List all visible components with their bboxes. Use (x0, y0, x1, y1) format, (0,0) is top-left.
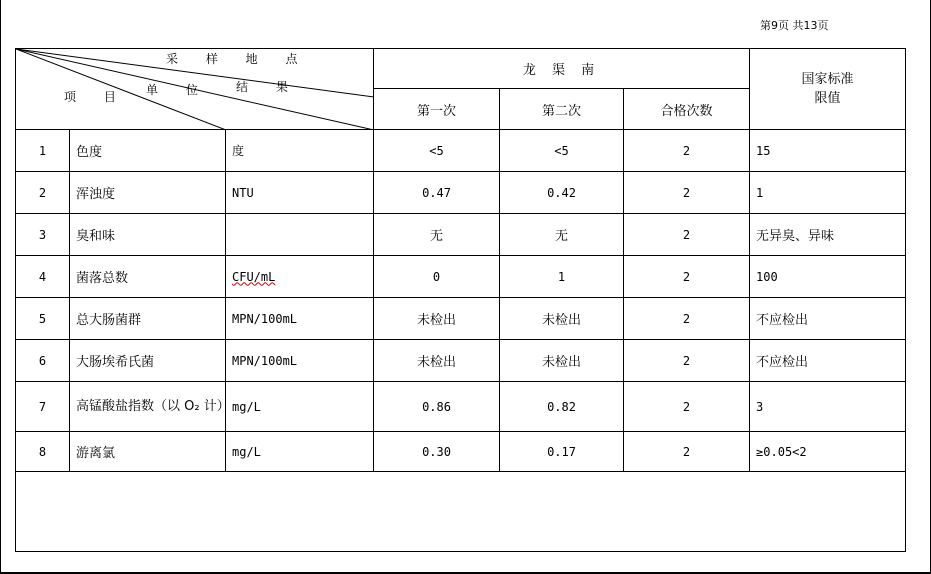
row-number: 7 (16, 382, 70, 432)
standard-limit: 15 (750, 130, 906, 172)
pass-count: 2 (624, 298, 750, 340)
row-number: 2 (16, 172, 70, 214)
item-name: 大肠埃希氏菌 (70, 340, 226, 382)
empty-remarks-row (16, 472, 906, 552)
table-row (16, 130, 906, 172)
first-result: 0.86 (374, 382, 500, 432)
pass-count: 2 (624, 256, 750, 298)
water-quality-table (15, 48, 906, 552)
standard-limit: 1 (750, 172, 906, 214)
row-number: 6 (16, 340, 70, 382)
row-number: 8 (16, 432, 70, 472)
unit: CFU/mL (232, 269, 276, 284)
row-number: 4 (16, 256, 70, 298)
row-number: 1 (16, 130, 70, 172)
pass-count: 2 (624, 382, 750, 432)
diagonal-header-cell (16, 49, 374, 130)
pass-count: 2 (624, 172, 750, 214)
corner-label-unit: 单 位 (146, 83, 210, 97)
standard-limit: 3 (750, 382, 906, 432)
standard-limit: 无异臭、异味 (750, 214, 906, 256)
page-left-edge (0, 0, 1, 574)
standard-header-line2: 限值 (814, 91, 841, 106)
second-result: 0.42 (500, 172, 624, 214)
corner-label-item: 项 目 (64, 90, 128, 104)
standard-header-cell (750, 49, 906, 130)
item-name: 游离氯 (70, 432, 226, 472)
second-result: <5 (500, 130, 624, 172)
item-name: 菌落总数 (70, 256, 226, 298)
table-row (16, 432, 906, 472)
unit (226, 214, 374, 256)
table-row (16, 172, 906, 214)
standard-limit: 100 (750, 256, 906, 298)
pass-count: 2 (624, 214, 750, 256)
first-result: 0 (374, 256, 500, 298)
col-pass-header: 合格次数 (624, 89, 750, 130)
unit: mg/L (226, 382, 374, 432)
standard-limit: 不应检出 (750, 340, 906, 382)
table-row (16, 340, 906, 382)
unit: MPN/100mL (226, 340, 374, 382)
row-number: 5 (16, 298, 70, 340)
item-name: 色度 (70, 130, 226, 172)
row-number: 3 (16, 214, 70, 256)
col-first-header: 第一次 (374, 89, 500, 130)
table-row (16, 214, 906, 256)
site-name: 龙 渠 南 (522, 63, 601, 78)
first-result: 无 (374, 214, 500, 256)
first-result: <5 (374, 130, 500, 172)
empty-cell (16, 472, 906, 552)
second-result: 0.82 (500, 382, 624, 432)
second-result: 未检出 (500, 298, 624, 340)
item-name: 总大肠菌群 (70, 298, 226, 340)
table-row (16, 298, 906, 340)
col-second-header: 第二次 (500, 89, 624, 130)
unit-cell (226, 256, 374, 298)
unit: NTU (226, 172, 374, 214)
pass-count: 2 (624, 432, 750, 472)
second-result: 无 (500, 214, 624, 256)
pass-count: 2 (624, 130, 750, 172)
first-result: 0.47 (374, 172, 500, 214)
second-result: 未检出 (500, 340, 624, 382)
second-result: 0.17 (500, 432, 624, 472)
table-row (16, 256, 906, 298)
item-name: 臭和味 (70, 214, 226, 256)
standard-header-line1: 国家标准 (801, 72, 854, 87)
header-row-1 (16, 49, 906, 89)
standard-limit: 不应检出 (750, 298, 906, 340)
page-number: 第9页 共13页 (760, 19, 829, 32)
second-result: 1 (500, 256, 624, 298)
first-result: 未检出 (374, 298, 500, 340)
first-result: 0.30 (374, 432, 500, 472)
pass-count: 2 (624, 340, 750, 382)
site-name-cell (374, 49, 750, 89)
unit: 度 (226, 130, 374, 172)
item-name: 浑浊度 (70, 172, 226, 214)
corner-label-sampling-site: 采 样 地 点 (166, 52, 310, 66)
unit: MPN/100mL (226, 298, 374, 340)
corner-label-result: 结 果 (236, 80, 300, 94)
first-result: 未检出 (374, 340, 500, 382)
item-name: 高锰酸盐指数（以 O₂ 计） (70, 382, 226, 432)
standard-limit: ≥0.05<2 (750, 432, 906, 472)
table-row (16, 382, 906, 432)
unit: mg/L (226, 432, 374, 472)
